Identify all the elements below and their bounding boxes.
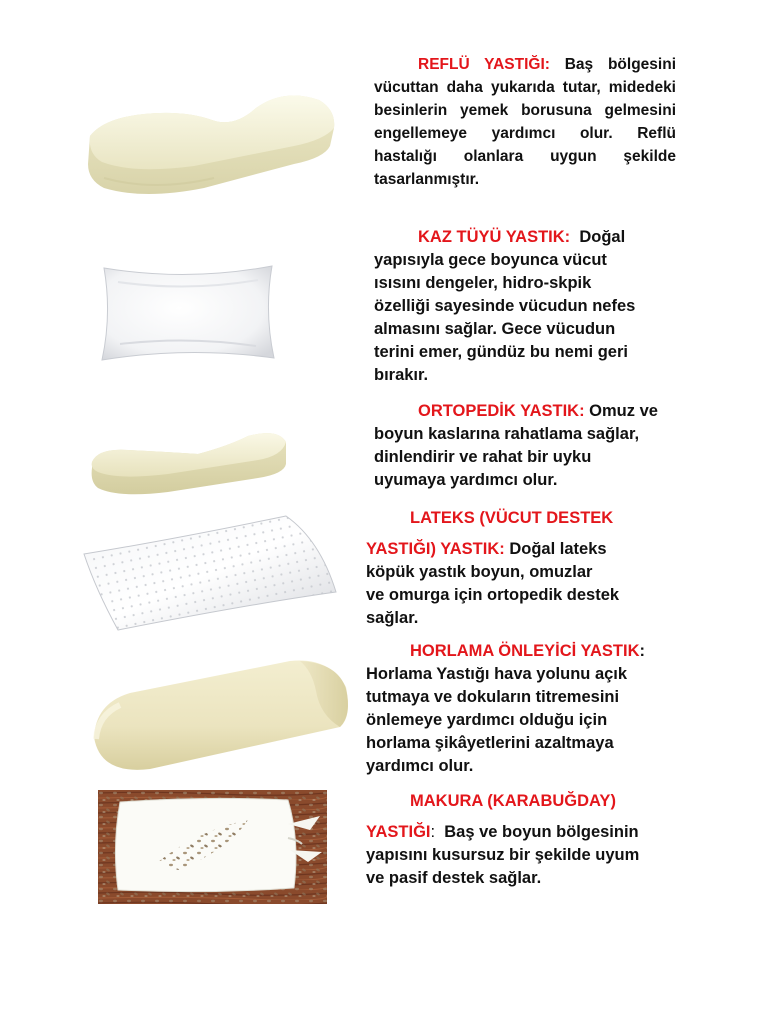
anti-snoring-pillow-image [90, 657, 352, 772]
reflux-pillow-section [374, 53, 676, 191]
latex-pillow-title-line1: LATEKS (VÜCUT DESTEK [410, 509, 614, 527]
anti-snoring-pillow-section [366, 640, 666, 778]
buckwheat-pillow-image [98, 790, 327, 904]
goose-down-line: Doğal [579, 228, 626, 246]
orthopedic-pillow-title: ORTOPEDİK YASTIK: [418, 402, 585, 420]
buckwheat-pillow-title-line2: YASTIĞI [366, 823, 431, 841]
reflux-pillow-image [84, 88, 339, 208]
latex-pillow-title-line2: YASTIĞI) YASTIK: [366, 540, 505, 558]
goose-down-pillow-image [98, 262, 278, 364]
buckwheat-title-colon: : [430, 823, 436, 841]
goose-down-line: ısısını dengeler, hidro-skpik [374, 274, 592, 292]
orthopedic-pillow-image [88, 428, 293, 498]
orthopedic-line: Omuz ve [589, 402, 658, 420]
anti-snoring-line: önlemeye yardımcı olduğu için [366, 711, 608, 729]
buckwheat-line: ve pasif destek sağlar. [366, 869, 542, 887]
anti-snoring-title-colon: : [639, 642, 645, 660]
orthopedic-line: uyumaya yardımcı olur. [374, 471, 558, 489]
goose-down-line: yapısıyla gece boyunca vücut [374, 251, 607, 269]
goose-down-line: terini emer, gündüz bu nemi geri [374, 343, 628, 361]
goose-down-line: bırakır. [374, 366, 429, 384]
latex-pillow-image [80, 512, 342, 632]
reflux-pillow-description: Baş bölgesini vücuttan daha yukarıda tutar, midedeki besinlerin yemek borusuna gelmesini engellemeye yardımcı olur. Reflü hastalığı olanlara uygun şekilde tasarlanmıştır. [374, 56, 676, 188]
goose-down-line: özelliği sayesinde vücudun nefes [374, 297, 636, 315]
latex-line: köpük yastık boyun, omuzlar [366, 563, 593, 581]
anti-snoring-line: yardımcı olur. [366, 757, 474, 775]
latex-line: Doğal lateks [509, 540, 607, 558]
goose-down-line: almasını sağlar. Gece vücudun [374, 320, 616, 338]
orthopedic-line: boyun kaslarına rahatlama sağlar, [374, 425, 640, 443]
goose-down-pillow-title: KAZ TÜYÜ YASTIK: [418, 228, 571, 246]
anti-snoring-line: tutmaya ve dokuların titremesini [366, 688, 620, 706]
buckwheat-line: yapısını kusursuz bir şekilde uyum [366, 846, 640, 864]
goose-down-pillow-section [374, 226, 674, 387]
orthopedic-pillow-section [374, 400, 674, 492]
latex-pillow-section [366, 507, 666, 630]
reflux-pillow-title: REFLÜ YASTIĞI: [418, 56, 550, 73]
anti-snoring-pillow-title: HORLAMA ÖNLEYİCİ YASTIK [410, 642, 640, 660]
buckwheat-pillow-title-line1: MAKURA (KARABUĞDAY) [410, 792, 616, 810]
orthopedic-line: dinlendirir ve rahat bir uyku [374, 448, 592, 466]
anti-snoring-line: Horlama Yastığı hava yolunu açık [366, 665, 628, 683]
latex-line: ve omurga için ortopedik destek [366, 586, 620, 604]
latex-line: sağlar. [366, 609, 419, 627]
buckwheat-pillow-section [366, 790, 676, 890]
buckwheat-line: Baş ve boyun bölgesinin [444, 823, 639, 841]
anti-snoring-line: horlama şikâyetlerini azaltmaya [366, 734, 614, 752]
